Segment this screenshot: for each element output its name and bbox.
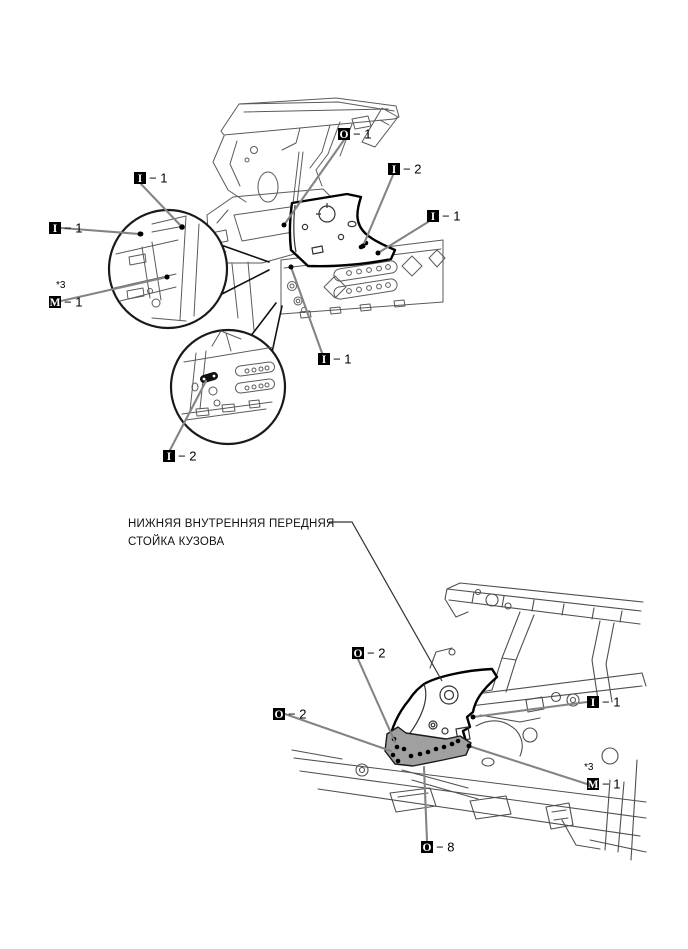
weld-spot bbox=[289, 265, 294, 270]
callout-count-text: − 1 bbox=[442, 208, 461, 224]
callout-bot-O-2-a bbox=[352, 646, 395, 743]
part-name-line1: НИЖНЯЯ ВНУТРЕННЯЯ ПЕРЕДНЯЯ bbox=[128, 518, 335, 530]
callout-symbol-letter: I bbox=[137, 172, 143, 185]
callout-leader-line bbox=[378, 222, 428, 253]
weld-spot bbox=[180, 225, 185, 230]
callout-bot-M-1 bbox=[467, 744, 621, 792]
callout-symbol-letter: I bbox=[166, 450, 172, 463]
callout-count-text: − 1 bbox=[64, 294, 83, 310]
callout-symbol-letter: I bbox=[321, 353, 327, 366]
top-illustration-pillar-panel bbox=[290, 194, 395, 266]
weld-spot bbox=[467, 744, 472, 749]
callout-symbol-letter: O bbox=[422, 841, 432, 854]
callout-count-text: − 2 bbox=[367, 645, 386, 661]
callout-symbol-letter: I bbox=[52, 222, 58, 235]
callout-count-text: − 2 bbox=[288, 706, 307, 722]
callout-leader-line bbox=[469, 746, 587, 784]
weld-spot bbox=[165, 275, 170, 280]
weld-spot bbox=[471, 715, 476, 720]
callout-count-text: − 2 bbox=[403, 161, 422, 177]
callout-leader-line bbox=[291, 267, 322, 353]
callout-count-text: − 1 bbox=[64, 220, 83, 236]
callout-count-text: − 1 bbox=[602, 776, 621, 792]
callout-symbol-letter: O bbox=[274, 708, 284, 721]
callout-leader-line bbox=[358, 659, 395, 742]
weld-bolt-pair bbox=[203, 375, 216, 381]
weld-spot bbox=[138, 232, 143, 237]
callout-count-text: − 1 bbox=[333, 351, 352, 367]
callout-symbol-letter: I bbox=[590, 696, 596, 709]
callout-top-I-1-d bbox=[289, 265, 352, 367]
weld-spot bbox=[282, 223, 287, 228]
weld-spot bbox=[376, 251, 381, 256]
callout-count-text: − 1 bbox=[353, 126, 372, 142]
callout-leader-line bbox=[473, 702, 587, 717]
part-name-line2: СТОЙКА КУЗОВА bbox=[128, 536, 225, 548]
callout-count-text: − 1 bbox=[602, 694, 621, 710]
callout-count-text: − 8 bbox=[436, 839, 455, 855]
callout-symbol-letter: O bbox=[339, 128, 349, 141]
callout-count-text: − 1 bbox=[149, 170, 168, 186]
detail-circle-left bbox=[109, 210, 269, 328]
callout-symbol-letter: O bbox=[353, 647, 363, 660]
callout-footnote-marker: *3 bbox=[584, 762, 594, 773]
part-name-leader-line bbox=[329, 522, 442, 681]
callout-symbol-letter: M bbox=[587, 778, 599, 791]
callout-bot-O-2-b bbox=[273, 707, 391, 752]
callout-count-text: − 2 bbox=[178, 448, 197, 464]
part-name-label bbox=[128, 518, 442, 681]
callout-symbol-letter: I bbox=[391, 163, 397, 176]
weld-spot bbox=[361, 244, 366, 249]
callout-symbol-letter: I bbox=[430, 210, 436, 223]
callout-leader-line bbox=[424, 767, 427, 841]
callout-bot-I-1 bbox=[471, 695, 621, 720]
callout-symbol-letter: M bbox=[49, 296, 61, 309]
callout-leader-line bbox=[363, 175, 393, 246]
callout-footnote-marker: *3 bbox=[56, 280, 66, 291]
